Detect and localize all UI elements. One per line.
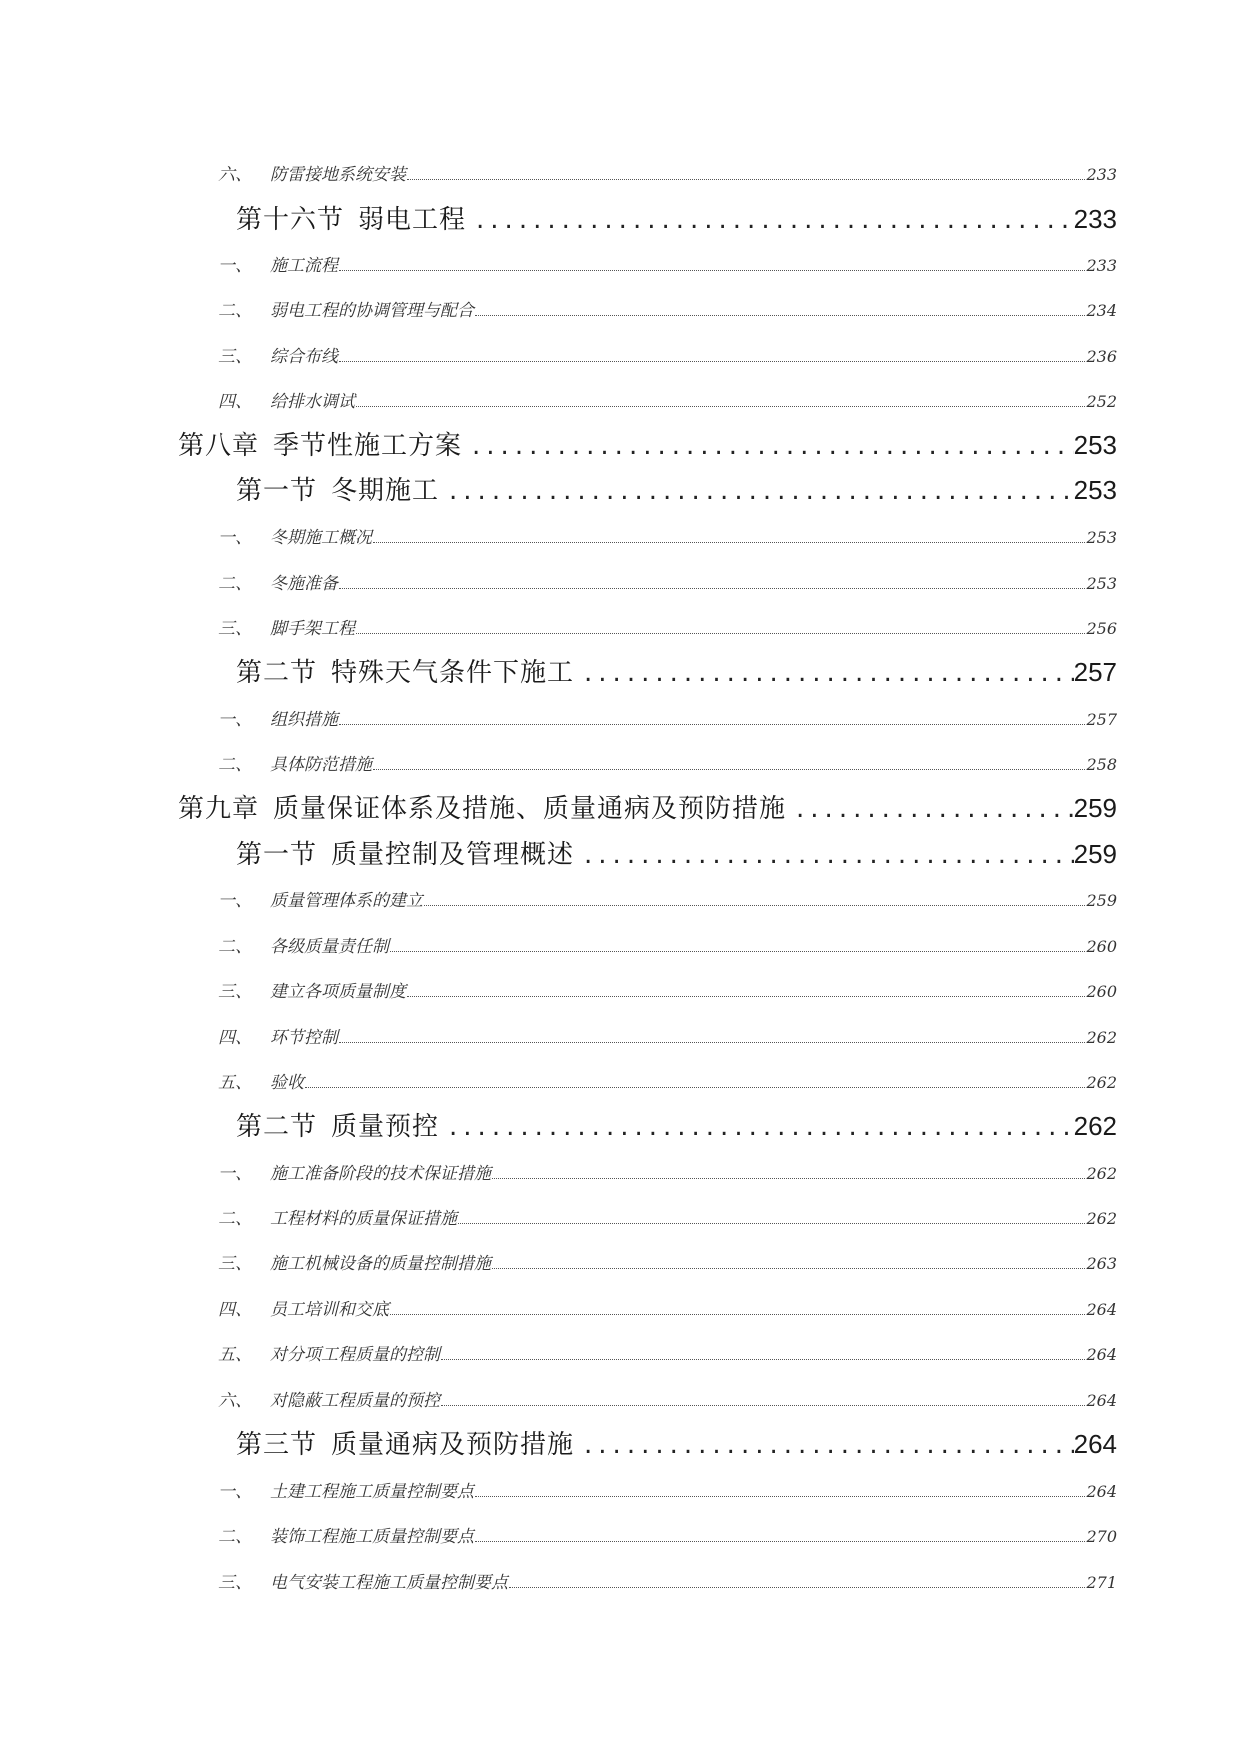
toc-item-number: 五、	[218, 1345, 252, 1365]
dot-leader	[339, 587, 1085, 589]
toc-item-title: 建立各项质量制度	[270, 982, 406, 1002]
dot-leader	[492, 1177, 1085, 1179]
dot-leader	[439, 1107, 1074, 1146]
toc-chapter-page: 259	[1073, 793, 1117, 823]
dot-leader	[441, 1404, 1085, 1406]
dot-leader	[356, 632, 1085, 634]
dot-leader	[407, 995, 1085, 997]
toc-item-number: 三、	[218, 982, 252, 1002]
toc-section-heading	[236, 471, 439, 510]
toc-item[interactable]	[218, 616, 1117, 642]
toc-item-number: 四、	[218, 1028, 252, 1048]
toc-item-page: 258	[1086, 755, 1117, 774]
toc-item[interactable]	[218, 888, 1117, 914]
toc-item-page: 253	[1086, 528, 1117, 547]
toc-item-number: 五、	[218, 1073, 252, 1093]
toc-item-page: 262	[1086, 1073, 1117, 1092]
dot-leader	[390, 950, 1085, 952]
toc-item-number: 六、	[218, 165, 252, 185]
toc-item-title: 电气安装工程施工质量控制要点	[270, 1573, 508, 1593]
toc-item-page: 270	[1086, 1527, 1117, 1546]
toc-item[interactable]	[218, 162, 1117, 188]
toc-item[interactable]	[218, 298, 1117, 324]
toc-item[interactable]	[218, 1297, 1117, 1323]
toc-item-title: 综合布线	[270, 347, 338, 367]
toc-section[interactable]	[236, 834, 1117, 874]
toc-item-title: 环节控制	[270, 1028, 338, 1048]
toc-item-number: 一、	[218, 1164, 252, 1184]
toc-item-page: 236	[1086, 347, 1117, 366]
toc-item-title: 工程材料的质量保证措施	[270, 1209, 457, 1229]
toc-item-number: 四、	[218, 392, 252, 412]
toc-section-heading	[236, 653, 574, 692]
toc-item-page: 264	[1086, 1300, 1117, 1319]
toc-item-number: 二、	[218, 574, 252, 594]
toc-item-page: 234	[1086, 301, 1117, 320]
dot-leader	[458, 1222, 1085, 1224]
toc-item-title: 验收	[270, 1073, 304, 1093]
toc-item-number: 三、	[218, 1254, 252, 1274]
toc-item[interactable]	[218, 571, 1117, 597]
toc-item[interactable]	[218, 707, 1117, 733]
toc-item-title: 质量管理体系的建立	[270, 891, 423, 911]
toc-item-page: 260	[1086, 937, 1117, 956]
toc-section[interactable]	[236, 470, 1117, 510]
toc-item-page: 233	[1086, 165, 1117, 184]
dot-leader	[475, 1540, 1085, 1542]
toc-item-number: 二、	[218, 1527, 252, 1547]
toc-item-title: 冬期施工概况	[270, 528, 372, 548]
toc-item[interactable]	[218, 1388, 1117, 1414]
toc-item[interactable]	[218, 344, 1117, 370]
dot-leader	[373, 541, 1085, 543]
toc-section[interactable]	[236, 652, 1117, 692]
toc-item-page: 233	[1086, 256, 1117, 275]
toc-chapter-title: 季节性施工方案	[273, 431, 463, 461]
dot-leader	[305, 1086, 1085, 1088]
toc-section-title: 弱电工程	[358, 205, 467, 235]
toc-item-title: 施工流程	[270, 256, 338, 276]
dot-leader	[356, 405, 1085, 407]
toc-item-title: 施工机械设备的质量控制措施	[270, 1254, 491, 1274]
toc-section[interactable]	[236, 1424, 1117, 1464]
toc-item-number: 四、	[218, 1300, 252, 1320]
toc-item-page: 252	[1086, 392, 1117, 411]
dot-leader	[574, 653, 1074, 692]
toc-section-heading	[236, 1107, 439, 1146]
toc-item-title: 土建工程施工质量控制要点	[270, 1482, 474, 1502]
toc-chapter-heading	[178, 426, 462, 465]
toc-item-page: 253	[1086, 574, 1117, 593]
toc-section-page: 233	[1073, 204, 1117, 234]
toc-section-number: 第三节	[236, 1430, 318, 1460]
toc-section-title: 冬期施工	[331, 476, 440, 506]
toc-item-number: 一、	[218, 528, 252, 548]
dot-leader	[475, 314, 1085, 316]
toc-item-title: 装饰工程施工质量控制要点	[270, 1527, 474, 1547]
dot-leader	[574, 835, 1074, 874]
toc-item-number: 三、	[218, 619, 252, 639]
toc-section-page: 257	[1073, 657, 1117, 687]
toc-section-number: 第二节	[236, 658, 318, 688]
toc-item-title: 员工培训和交底	[270, 1300, 389, 1320]
toc-item-page: 256	[1086, 619, 1117, 638]
dot-leader	[492, 1267, 1085, 1269]
dot-leader	[441, 1358, 1085, 1360]
toc-item[interactable]	[218, 1025, 1117, 1051]
toc-item-title: 对分项工程质量的控制	[270, 1345, 440, 1365]
toc-chapter-title: 质量保证体系及措施、质量通病及预防措施	[273, 794, 787, 824]
toc-section-number: 第一节	[236, 840, 318, 870]
dot-leader	[424, 904, 1085, 906]
toc-item[interactable]	[218, 1524, 1117, 1550]
toc-item-title: 对隐蔽工程质量的预控	[270, 1391, 440, 1411]
toc-section[interactable]	[236, 1106, 1117, 1146]
toc-section-number: 第二节	[236, 1112, 318, 1142]
toc-chapter[interactable]	[178, 425, 1117, 465]
toc-item-title: 各级质量责任制	[270, 937, 389, 957]
toc-section-title: 质量通病及预防措施	[331, 1430, 575, 1460]
dot-leader	[574, 1425, 1074, 1464]
toc-item[interactable]	[218, 1070, 1117, 1096]
toc-item-page: 264	[1086, 1345, 1117, 1364]
toc-chapter[interactable]	[178, 788, 1117, 828]
toc-item-page: 264	[1086, 1482, 1117, 1501]
dot-leader	[373, 768, 1085, 770]
toc-item-title: 具体防范措施	[270, 755, 372, 775]
toc-section-heading	[236, 835, 574, 874]
toc-section-title: 特殊天气条件下施工	[331, 658, 575, 688]
toc-section-heading	[236, 200, 466, 239]
dot-leader	[339, 723, 1085, 725]
toc-item[interactable]	[218, 1570, 1117, 1596]
dot-leader	[509, 1586, 1085, 1588]
toc-item-page: 260	[1086, 982, 1117, 1001]
dot-leader	[439, 471, 1074, 510]
toc-item[interactable]	[218, 1206, 1117, 1232]
toc-item[interactable]	[218, 1342, 1117, 1368]
toc-item-number: 二、	[218, 1209, 252, 1229]
toc-section-page: 253	[1073, 475, 1117, 505]
toc-section-page: 264	[1073, 1429, 1117, 1459]
toc-item[interactable]	[218, 1479, 1117, 1505]
toc-item-number: 三、	[218, 347, 252, 367]
toc-section-number: 第一节	[236, 476, 318, 506]
toc-item[interactable]	[218, 752, 1117, 778]
toc-chapter-number: 第九章	[178, 794, 260, 824]
toc-item[interactable]	[218, 389, 1117, 415]
toc-section-page: 262	[1073, 1111, 1117, 1141]
toc-item-page: 262	[1086, 1164, 1117, 1183]
toc-section-title: 质量控制及管理概述	[331, 840, 575, 870]
dot-leader	[407, 178, 1085, 180]
toc-item[interactable]	[218, 253, 1117, 279]
toc-section-title: 质量预控	[331, 1112, 440, 1142]
toc-chapter-page: 253	[1073, 430, 1117, 460]
toc-item-title: 组织措施	[270, 710, 338, 730]
toc-item-number: 二、	[218, 301, 252, 321]
toc-item-page: 262	[1086, 1209, 1117, 1228]
toc-item-number: 一、	[218, 1482, 252, 1502]
toc-item-title: 脚手架工程	[270, 619, 355, 639]
toc-item-number: 一、	[218, 710, 252, 730]
dot-leader	[786, 789, 1074, 828]
toc-item-number: 一、	[218, 256, 252, 276]
toc-item[interactable]	[218, 1161, 1117, 1187]
toc-item-number: 二、	[218, 755, 252, 775]
toc-item[interactable]	[218, 525, 1117, 551]
dot-leader	[462, 426, 1074, 465]
toc-item-page: 262	[1086, 1028, 1117, 1047]
toc-section-page: 259	[1073, 839, 1117, 869]
toc-item-page: 263	[1086, 1254, 1117, 1273]
toc-item-page: 259	[1086, 891, 1117, 910]
dot-leader	[390, 1313, 1085, 1315]
toc-item-page: 271	[1086, 1573, 1117, 1592]
toc-section[interactable]	[236, 199, 1117, 239]
toc-section-heading	[236, 1425, 574, 1464]
toc-item-title: 施工准备阶段的技术保证措施	[270, 1164, 491, 1184]
toc-item[interactable]	[218, 934, 1117, 960]
toc-item-title: 给排水调试	[270, 392, 355, 412]
toc-item-number: 三、	[218, 1573, 252, 1593]
toc-item[interactable]	[218, 979, 1117, 1005]
toc-item-number: 六、	[218, 1391, 252, 1411]
toc-item-title: 防雷接地系统安装	[270, 165, 406, 185]
toc-item-title: 冬施准备	[270, 574, 338, 594]
toc-item-page: 257	[1086, 710, 1117, 729]
toc-chapter-number: 第八章	[178, 431, 260, 461]
toc-item[interactable]	[218, 1251, 1117, 1277]
toc-item-number: 二、	[218, 937, 252, 957]
toc-chapter-heading	[178, 789, 786, 828]
toc-section-number: 第十六节	[236, 205, 345, 235]
toc-item-title: 弱电工程的协调管理与配合	[270, 301, 474, 321]
toc-item-number: 一、	[218, 891, 252, 911]
dot-leader	[339, 360, 1085, 362]
dot-leader	[339, 269, 1085, 271]
dot-leader	[466, 200, 1074, 239]
toc-item-page: 264	[1086, 1391, 1117, 1410]
dot-leader	[475, 1495, 1085, 1497]
dot-leader	[339, 1041, 1085, 1043]
